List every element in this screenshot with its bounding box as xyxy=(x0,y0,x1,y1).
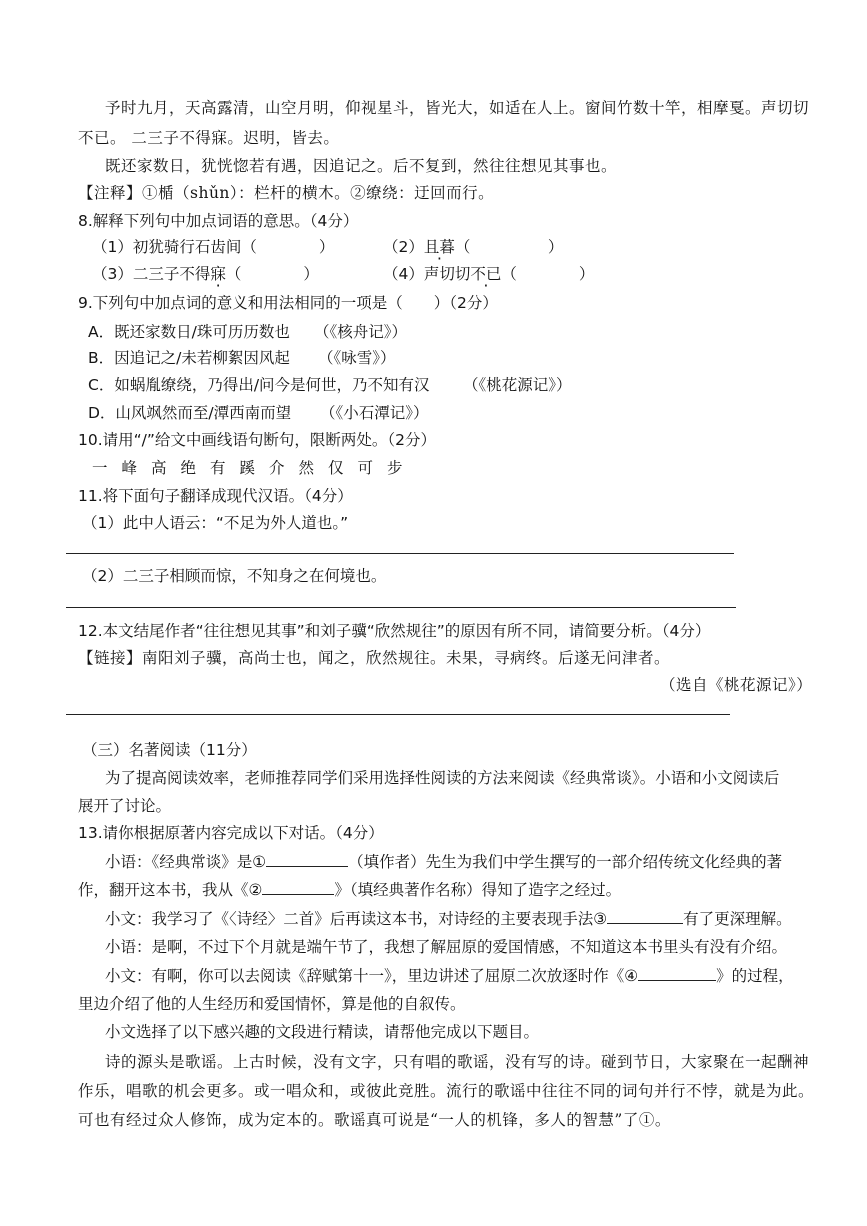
q11-sentence-1: （1）此中人语云：“不足为外人道也。” xyxy=(82,514,349,532)
option-source: （《咏雪》） xyxy=(318,349,396,367)
answer-blank[interactable]: （ ） xyxy=(501,265,595,283)
answer-blank[interactable] xyxy=(262,880,334,895)
question-11-stem: 11.将下面句子翻译成现代汉语。（4分） xyxy=(78,487,353,505)
passage-line: 既还家数日，犹恍惚若有遇，因追记之。后不复到，然往往想见其事也。 xyxy=(105,157,618,175)
answer-blank[interactable]: （ ） xyxy=(454,238,564,256)
question-10-stem: 10.请用“/”给文中画线语句断句，限断两处。（2分） xyxy=(78,431,437,449)
option-text: C．如蜗胤缭绕，乃得出/问今是何世，乃不知有汉 xyxy=(88,376,430,394)
q9-option-c[interactable] xyxy=(88,375,572,395)
dialogue-text: 小文：有啊，你可以去阅读《辞赋第十一》，里边讲述了屈原二次放逐时作《④ xyxy=(105,967,639,985)
q9-option-a[interactable] xyxy=(88,322,408,342)
q8-item-2-text: （2） xyxy=(383,238,424,256)
passage-line: 不已。 二三子不得寐。迟明，皆去。 xyxy=(78,129,340,147)
answer-blank[interactable] xyxy=(638,966,716,981)
excerpt-line: 诗的源头是歌谣。上古时候，没有文字，只有唱的歌谣，没有写的诗。碰到节日，大家聚在一起酬神 xyxy=(105,1053,810,1071)
q9-option-d[interactable] xyxy=(88,403,429,423)
q9-option-b[interactable] xyxy=(88,348,396,368)
answer-line[interactable] xyxy=(66,714,730,715)
answer-line[interactable] xyxy=(66,553,734,554)
q8-item-1-text: （1）初犹骑行石齿间 xyxy=(92,238,242,256)
q8-item-4 xyxy=(383,264,594,284)
passage-line: 予时九月，天高露清，山空月明，仰视星斗，皆光大，如适在人上。窗间竹数十竿，相摩戛。声切切 xyxy=(105,99,810,117)
dotted-word: 寐 xyxy=(210,265,226,283)
q8-item-4-text: （4）声切切 xyxy=(383,265,471,283)
dialogue-text: 》（填经典著作名称）得知了造字之经过。 xyxy=(334,881,622,899)
option-source: （《小石潭记》） xyxy=(320,404,429,422)
q11-sentence-2: （2）二三子相顾而惊，不知身之在何境也。 xyxy=(82,567,387,585)
dialogue-text: 小语：《经典常谈》是① xyxy=(105,853,267,871)
answer-blank[interactable]: （ ） xyxy=(225,265,319,283)
excerpt-line: 可也有经过众人修饰，成为定本的。歌谣真可说是“一人的机锋，多人的智慧”了①。 xyxy=(78,1111,671,1129)
segmentation-sentence[interactable]: 一峰高绝有蹊介然仅可步 xyxy=(92,459,417,477)
dialogue-text: （填作者）先生为我们中学生撰写的一部介绍传统文化经典的著 xyxy=(348,853,783,871)
option-source: （《桃花源记》） xyxy=(463,376,572,394)
section-intro: 展开了讨论。 xyxy=(78,797,172,815)
answer-blank[interactable] xyxy=(266,852,348,867)
section-intro: 为了提高阅读效率，老师推荐同学们采用选择性阅读的方法来阅读《经典常谈》。小语和小文阅读后 xyxy=(105,769,780,787)
answer-blank[interactable]: （ ） xyxy=(241,238,335,256)
question-9-stem: 9.下列句中加点词的意义和用法相同的一项是（ ）（2分） xyxy=(78,294,498,312)
option-text: B．因追记之/未若柳絮因风起 xyxy=(88,349,290,367)
dotted-word: 且暮 xyxy=(423,238,455,256)
link-note: 【链接】南阳刘子骥，高尚士也，闻之，欣然规往。未果，寻病终。后遂无问津者。 xyxy=(78,649,671,667)
q8-item-3 xyxy=(92,264,319,284)
dialogue-text: 小文：我学习了《〈诗经〉二首》后再读这本书，对诗经的主要表现手法③ xyxy=(105,910,608,928)
q8-item-2 xyxy=(383,237,563,257)
dialogue-line: 小语：是啊，不过下个月就是端午节了，我想了解屈原的爱国情感，不知道这本书里头有没有介绍。 xyxy=(105,938,788,956)
q8-item-1 xyxy=(92,237,334,257)
question-8-stem: 8.解释下列句中加点词语的意思。（4分） xyxy=(78,212,359,230)
option-text: A．既还家数日/珠可历历数也 xyxy=(88,323,290,341)
dialogue-line xyxy=(105,966,794,986)
dialogue-line xyxy=(105,852,782,872)
link-source: （选自《桃花源记》） xyxy=(660,676,813,694)
option-source: （《核舟记》） xyxy=(314,323,408,341)
dialogue-line: 小文选择了以下感兴趣的文段进行精读，请帮他完成以下题目。 xyxy=(105,1023,540,1041)
q8-item-3-text: （3）二三子不得 xyxy=(92,265,211,283)
section-title: （三）名著阅读（11分） xyxy=(82,741,257,759)
dialogue-line: 里边介绍了他的人生经历和爱国情怀，算是他的自叙传。 xyxy=(78,995,466,1013)
dotted-word: 不已 xyxy=(470,265,502,283)
dialogue-text: 有了更深理解。 xyxy=(683,910,792,928)
question-12-stem: 12.本文结尾作者“往往想见其事”和刘子骥“欣然规往”的原因有所不同，请简要分析。（4分） xyxy=(78,622,711,640)
annotation-note: 【注释】①楯（shǔn）：栏杆的横木。②缭绕：迂回而行。 xyxy=(78,184,495,202)
dialogue-text: 作，翻开这本书，我从《② xyxy=(78,881,263,899)
excerpt-line: 作乐，唱歌的机会更多。或一唱众和，或彼此竞胜。流行的歌谣中往往不同的词句并行不悖，就是为此。 xyxy=(78,1082,815,1100)
dialogue-line xyxy=(105,909,792,929)
dialogue-text: 》的过程， xyxy=(716,967,794,985)
question-13-stem: 13.请你根据原著内容完成以下对话。（4分） xyxy=(78,824,384,842)
answer-blank[interactable] xyxy=(607,909,683,924)
answer-line[interactable] xyxy=(66,607,736,608)
dialogue-line xyxy=(78,880,621,900)
option-text: D．山风飒然而至/潭西南而望 xyxy=(88,404,292,422)
